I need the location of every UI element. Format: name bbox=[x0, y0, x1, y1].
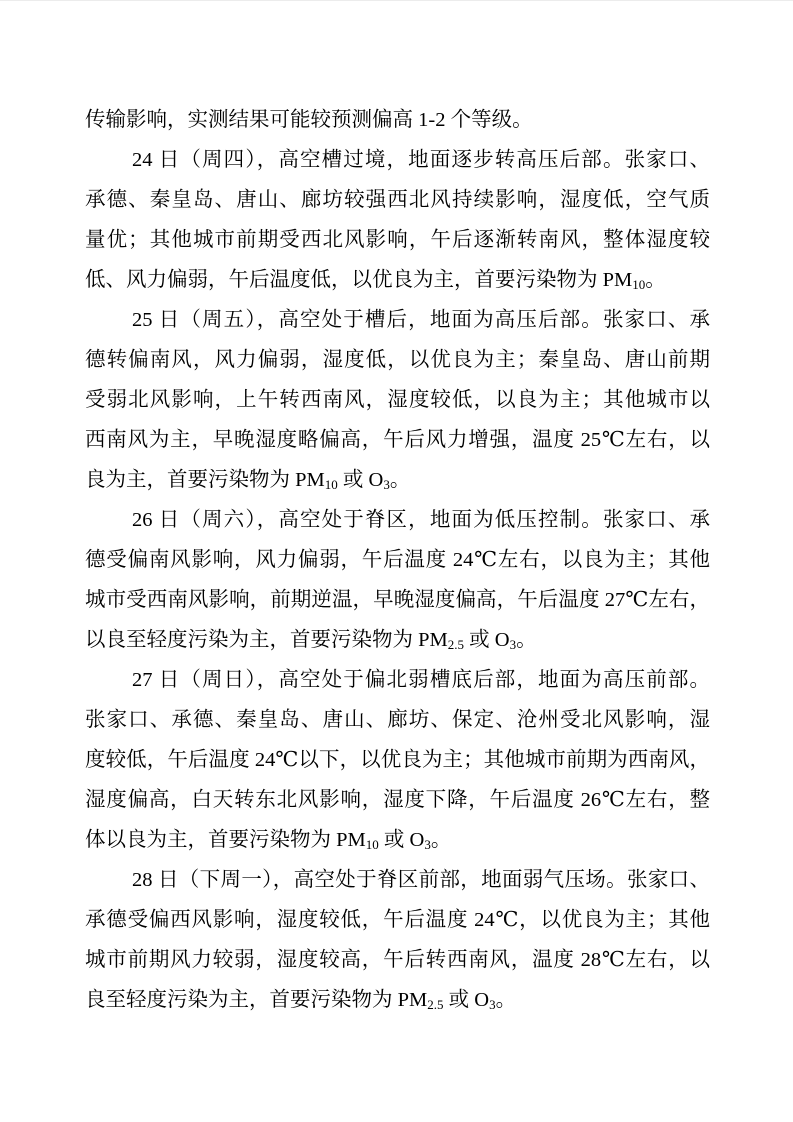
subscript-text: 3 bbox=[424, 837, 431, 852]
text-line: 张家口、承德、秦皇岛、唐山、廊坊、保定、沧州受北风影响，湿 bbox=[85, 709, 710, 731]
text-line: 传输影响，实测结果可能较预测偏高 1-2 个等级。 bbox=[85, 109, 533, 131]
text-line: 承德受偏西风影响，湿度较低，午后温度 24℃，以优良为主；其他 bbox=[85, 909, 710, 931]
subscript-text: 10 bbox=[632, 277, 646, 292]
subscript-text: 2.5 bbox=[447, 637, 465, 652]
text-line: 低、风力偏弱，午后温度低，以优良为主，首要污染物为 $PM_{10}$。 bbox=[85, 269, 666, 292]
text-line: 24 日（周四），高空槽过境，地面逐步转高压后部。张家口、 bbox=[132, 149, 710, 171]
text-line: 28 日（下周一），高空处于脊区前部，地面弱气压场。张家口、 bbox=[132, 869, 710, 891]
text-line: 城市受西南风影响，前期逆温，早晚湿度偏高，午后温度 27℃左右， bbox=[85, 589, 710, 611]
subscript-text: 3 bbox=[509, 637, 517, 652]
subscript-text: 3 bbox=[383, 477, 390, 492]
paragraph-continuation bbox=[85, 100, 710, 140]
subscript-text: 10 bbox=[324, 477, 338, 492]
text-line: 城市前期风力较弱，湿度较高，午后转西南风，温度 28℃左右，以 bbox=[85, 949, 710, 971]
document-body bbox=[85, 100, 710, 1020]
paragraph-day-26 bbox=[85, 500, 710, 660]
text-line: 良至轻度污染为主，首要污染物为 $PM_{2.5}$ 或 $O_3$。 bbox=[85, 989, 517, 1012]
text-line: 西南风为主，早晚湿度略偏高，午后风力增强，温度 25℃左右，以 bbox=[85, 429, 710, 451]
paragraph-day-28 bbox=[85, 860, 710, 1020]
text-line: 体以良为主，首要污染物为 $PM_{10}$ 或 $O_3$。 bbox=[85, 829, 452, 852]
text-line: 度较低，午后温度 24℃以下，以优良为主；其他城市前期为西南风， bbox=[85, 749, 710, 771]
text-line: 以良至轻度污染为主，首要污染物为 $PM_{2.5}$ 或 $O_3$。 bbox=[85, 629, 537, 652]
text-line: 承德、秦皇岛、唐山、廊坊较强西北风持续影响，湿度低，空气质 bbox=[85, 189, 710, 211]
text-line: 良为主，首要污染物为 $PM_{10}$ 或 $O_3$。 bbox=[85, 469, 411, 492]
paragraph-day-27 bbox=[85, 660, 710, 860]
text-line: 湿度偏高，白天转东北风影响，湿度下降，午后温度 26℃左右，整 bbox=[85, 789, 710, 811]
text-line: 受弱北风影响，上午转西南风，湿度较低，以良为主；其他城市以 bbox=[85, 389, 710, 411]
text-line: 26 日（周六），高空处于脊区，地面为低压控制。张家口、承 bbox=[132, 509, 710, 531]
text-line: 德转偏南风，风力偏弱，湿度低，以优良为主；秦皇岛、唐山前期 bbox=[85, 349, 710, 371]
paragraph-day-24 bbox=[85, 140, 710, 300]
text-line: 德受偏南风影响，风力偏弱，午后温度 24℃左右，以良为主；其他 bbox=[85, 549, 710, 571]
subscript-text: 3 bbox=[489, 997, 496, 1012]
text-line: 25 日（周五），高空处于槽后，地面为高压后部。张家口、承 bbox=[132, 309, 710, 331]
subscript-text: 10 bbox=[365, 837, 379, 852]
text-line: 27 日（周日），高空处于偏北弱槽底后部，地面为高压前部。 bbox=[132, 669, 710, 691]
text-line: 量优；其他城市前期受西北风影响，午后逐渐转南风，整体湿度较 bbox=[85, 229, 710, 251]
paragraph-day-25 bbox=[85, 300, 710, 500]
subscript-text: 2.5 bbox=[427, 997, 444, 1012]
